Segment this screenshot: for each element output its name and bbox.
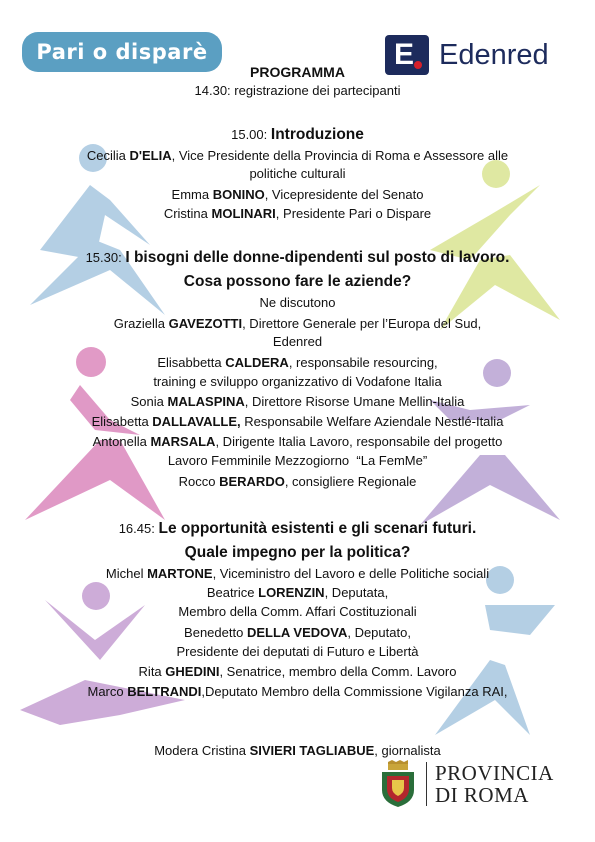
logo-divider	[426, 762, 427, 806]
speaker-first-name: Cecilia	[86, 148, 130, 163]
speaker-first-name: Elisabbetta	[157, 355, 226, 370]
speaker-line	[0, 625, 595, 641]
speaker-first-name: Rita	[138, 664, 166, 679]
speaker-role: Presidente dei deputati di Futuro e Libertà	[176, 644, 419, 659]
speaker-line	[0, 394, 595, 410]
speaker-surname: GHEDINI	[165, 664, 220, 679]
section2-title-line1: I bisogni delle donne-dipendenti sul posto di lavoro.	[125, 249, 510, 266]
speaker-line	[0, 374, 595, 390]
speaker-surname: MOLINARI	[211, 206, 276, 221]
section2-intro: Ne discutono	[259, 295, 336, 310]
speaker-role: , Direttore Risorse Umane Mellin-Italia	[244, 394, 465, 409]
section2-time: 15.30:	[85, 250, 122, 265]
speaker-role: , consigliere Regionale	[284, 474, 417, 489]
section1-title: Introduzione	[270, 126, 364, 143]
speaker-surname: DELLA VEDOVA	[246, 625, 348, 640]
speaker-line	[0, 355, 595, 371]
speaker-role: Edenred	[272, 334, 323, 349]
speaker-surname: MALASPINA	[167, 394, 245, 409]
speaker-line	[0, 566, 595, 582]
speaker-first-name: Graziella	[113, 316, 169, 331]
speaker-surname: CALDERA	[225, 355, 289, 370]
speaker-line	[0, 644, 595, 660]
speaker-line	[0, 474, 595, 490]
speaker-first-name: Cristina	[163, 206, 212, 221]
edenred-icon: E	[385, 35, 429, 75]
speaker-surname: BELTRANDI	[127, 684, 202, 699]
section2-title-line2: Cosa possono fare le aziende?	[183, 273, 412, 290]
speaker-role: , Senatrice, membro della Comm. Lavoro	[219, 664, 457, 679]
speaker-role: , Vicepresidente del Senato	[264, 187, 424, 202]
speaker-line	[0, 414, 595, 430]
provincia-line2: DI ROMA	[435, 783, 529, 807]
speaker-first-name: Rocco	[178, 474, 220, 489]
speaker-role: , Presidente Pari o Dispare	[275, 206, 432, 221]
speaker-surname: D'ELIA	[129, 148, 172, 163]
speaker-line	[0, 316, 595, 332]
section2-heading-line2	[0, 272, 595, 291]
speaker-line	[0, 434, 595, 450]
speaker-surname: MARSALA	[150, 434, 216, 449]
speaker-surname: LORENZIN	[258, 585, 325, 600]
speaker-line	[0, 166, 595, 182]
speaker-role: Lavoro Femminile Mezzogiorno “La FemMe”	[167, 453, 428, 468]
moderator-role: , giornalista	[374, 743, 441, 758]
speaker-role: politiche culturali	[249, 166, 346, 181]
provincia-di-roma-logo	[378, 760, 554, 808]
speaker-role: , Deputata,	[324, 585, 389, 600]
speaker-role: , Vice Presidente della Provincia di Roma e Assessore alle	[171, 148, 509, 163]
speaker-role: , Dirigente Italia Lavoro, responsabile del progetto	[215, 434, 503, 449]
speaker-role: Membro della Comm. Affari Costituzionali	[178, 604, 417, 619]
speaker-first-name: Benedetto	[184, 625, 247, 640]
speaker-surname: DALLAVALLE,	[152, 414, 241, 429]
speaker-role: training e sviluppo organizzativo di Vodafone Italia	[153, 374, 442, 389]
speaker-surname: BONINO	[212, 187, 265, 202]
speaker-first-name: Michel	[105, 566, 148, 581]
provincia-crest-icon	[378, 760, 418, 808]
speaker-line	[0, 187, 595, 203]
section3-time: 16.45:	[118, 521, 155, 536]
speaker-first-name: Marco	[87, 684, 128, 699]
edenred-logo-text: Edenred	[439, 38, 549, 71]
pari-o-dispare-logo-text: Pari o disparè	[36, 40, 208, 64]
section3-heading-line2	[0, 543, 595, 562]
speaker-role: , responsabile resourcing,	[288, 355, 438, 370]
speaker-role: ,Deputato Membro della Commissione Vigilanza RAI,	[201, 684, 508, 699]
speaker-role: Responsabile Welfare Aziendale Nestlé-Italia	[240, 414, 504, 429]
speaker-surname: GAVEZOTTI	[168, 316, 243, 331]
registration-line: 14.30: registrazione dei partecipanti	[194, 83, 401, 98]
section3-title-line1: Le opportunità esistenti e gli scenari futuri.	[158, 520, 477, 537]
moderator-line	[0, 743, 595, 759]
speaker-surname: BERARDO	[219, 474, 285, 489]
speaker-first-name: Beatrice	[206, 585, 259, 600]
speaker-first-name: Sonia	[130, 394, 168, 409]
section1-time: 15.00:	[231, 127, 268, 142]
speaker-role: , Viceministro del Lavoro e delle Politiche sociali	[212, 566, 490, 581]
speaker-first-name: Emma	[171, 187, 213, 202]
section1-heading	[0, 125, 595, 144]
speaker-line	[0, 664, 595, 680]
provincia-text	[435, 762, 554, 806]
moderator-surname: SIVIERI TAGLIABUE	[249, 743, 375, 758]
speaker-line	[0, 148, 595, 164]
speaker-line	[0, 334, 595, 350]
speaker-role: , Direttore Generale per l’Europa del Sud,	[242, 316, 482, 331]
speaker-line	[0, 453, 595, 469]
moderator-first-name: Modera Cristina	[154, 743, 250, 758]
provincia-line1: PROVINCIA	[435, 761, 554, 785]
programme-title: PROGRAMMA	[250, 64, 345, 80]
speaker-surname: MARTONE	[147, 566, 213, 581]
speaker-role: , Deputato,	[347, 625, 411, 640]
section3-heading	[0, 519, 595, 538]
speaker-first-name: Antonella	[92, 434, 151, 449]
speaker-line	[0, 684, 595, 700]
speaker-line	[0, 585, 595, 601]
section2-heading	[0, 248, 595, 267]
speaker-first-name: Elisabetta	[91, 414, 153, 429]
section3-title-line2: Quale impegno per la politica?	[184, 544, 411, 561]
speaker-line	[0, 604, 595, 620]
speaker-line	[0, 206, 595, 222]
